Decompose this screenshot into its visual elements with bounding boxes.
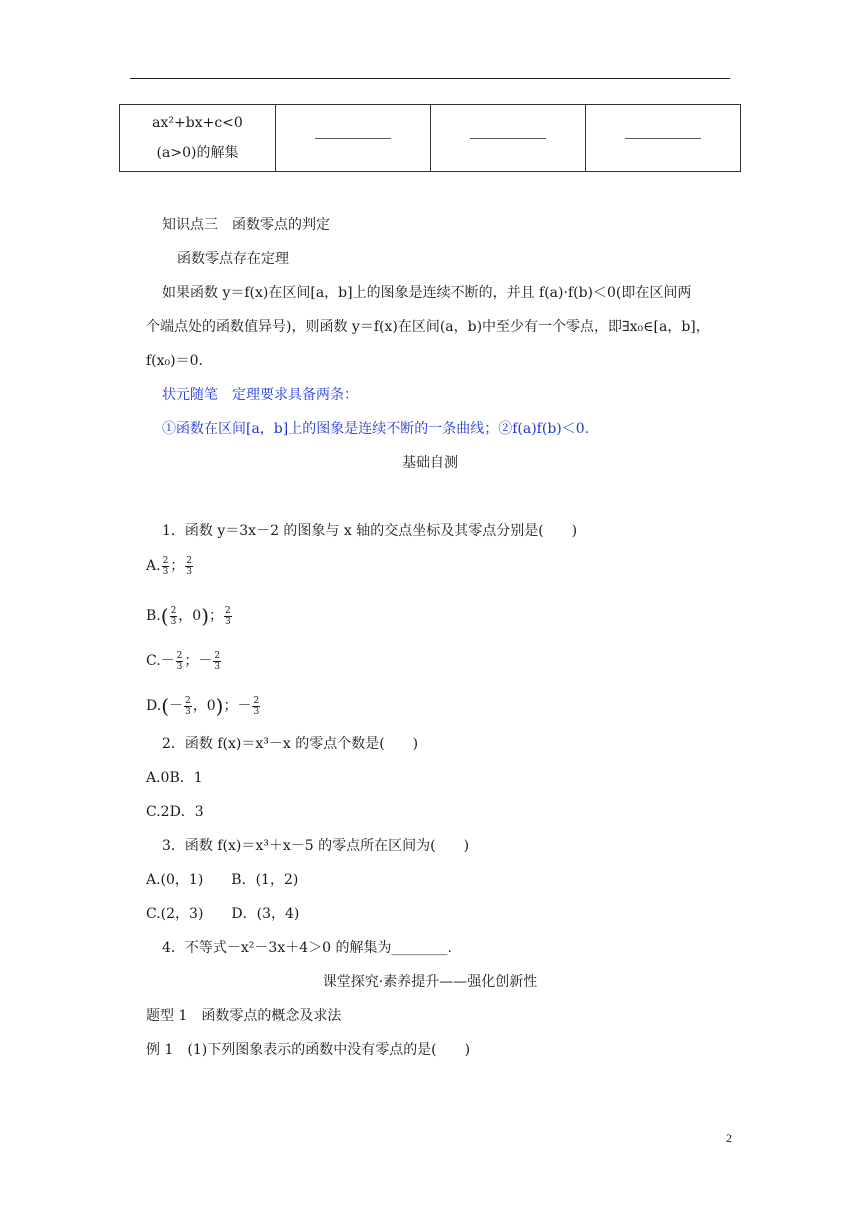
- question-2-options-cd: C.2D．3: [146, 804, 204, 820]
- answer-blank: [315, 138, 391, 139]
- question-2-stem: 2．函数 f(x)＝x³－x 的零点个数是( ): [162, 736, 419, 752]
- answer-blank: [625, 138, 701, 139]
- note-body: ①函数在区间[a，b]上的图象是连续不断的一条曲线；②f(a)f(b)＜0.: [162, 421, 590, 437]
- question-1-option-b: B.( $\frac{2}{3}$ ，0)； $\frac{2}{3}$: [146, 604, 231, 628]
- question-3-options-cd: C.(2，3) D．(3，4): [146, 906, 300, 922]
- example-1-stem: 例 1 (1)下列图象表示的函数中没有零点的是( ): [146, 1042, 471, 1058]
- fraction: $\frac{2}{3}$: [186, 555, 193, 577]
- option-label: D.: [146, 698, 162, 714]
- fraction: $\frac{2}{3}$: [225, 605, 231, 627]
- answer-blank: [470, 138, 546, 139]
- section-title-basic-test: 基础自测: [402, 455, 458, 471]
- fraction: $\frac{2}{3}$: [185, 695, 191, 717]
- question-3-stem: 3．函数 f(x)＝x³＋x－5 的零点所在区间为( ): [162, 838, 470, 854]
- question-2-options-ab: A.0B．1: [146, 770, 203, 786]
- header-rule: [130, 78, 730, 79]
- table-row-label: [120, 105, 276, 172]
- topic-1-heading: 题型 1 函数零点的概念及求法: [146, 1008, 342, 1024]
- theorem-line-2: 个端点处的函数值异号)，则函数 y＝f(x)在区间(a，b)中至少有一个零点，即∃x₀∈[a，b]，: [146, 319, 710, 335]
- fraction: $\frac{2}{3}$: [214, 650, 221, 672]
- question-4-stem: 4．不等式－x²－3x＋4＞0 的解集为________.: [162, 940, 452, 956]
- question-1-option-a: A. $\frac{2}{3}$ ； $\frac{2}{3}$: [146, 555, 193, 577]
- page-number: 2: [726, 1131, 732, 1145]
- note-title: 状元随笔 定理要求具备两条：: [162, 387, 358, 403]
- class-explore-title: 课堂探究·素养提升——强化创新性: [322, 974, 538, 990]
- fraction: $\frac{2}{3}$: [253, 695, 260, 717]
- option-label: B.: [146, 608, 161, 624]
- fraction: $\frac{2}{3}$: [176, 650, 183, 672]
- question-3-options-ab: A.(0，1) B．(1，2): [146, 872, 299, 888]
- question-1-stem: 1．函数 y＝3x－2 的图象与 x 轴的交点坐标及其零点分别是( ): [162, 523, 578, 539]
- subheading-theorem: 函数零点存在定理: [177, 251, 289, 267]
- fraction: $\frac{2}{3}$: [162, 555, 169, 577]
- option-label: C.: [146, 653, 161, 669]
- solution-set-label: (a>0)的解集: [156, 145, 239, 161]
- table-cell-blank: [586, 105, 741, 172]
- section-heading-k3: 知识点三 函数零点的判定: [162, 217, 330, 233]
- fraction: $\frac{2}{3}$: [170, 605, 177, 627]
- question-1-option-c: C.－ $\frac{2}{3}$ ；－ $\frac{2}{3}$: [146, 650, 221, 672]
- theorem-line-3: f(x₀)＝0.: [146, 353, 203, 369]
- solution-set-table: [119, 104, 741, 172]
- theorem-line-1: 如果函数 y＝f(x)在区间[a，b]上的图象是连续不断的，并且 f(a)·f(b)＜0(即在区间两: [162, 285, 692, 301]
- inequality-label: ax²+bx+c<0: [152, 115, 243, 131]
- table-cell-blank: [431, 105, 586, 172]
- option-label: A.: [146, 558, 161, 574]
- question-1-option-d: D.(－ $\frac{2}{3}$ ，0)；－ $\frac{2}{3}$: [146, 694, 260, 718]
- table-cell-blank: [276, 105, 431, 172]
